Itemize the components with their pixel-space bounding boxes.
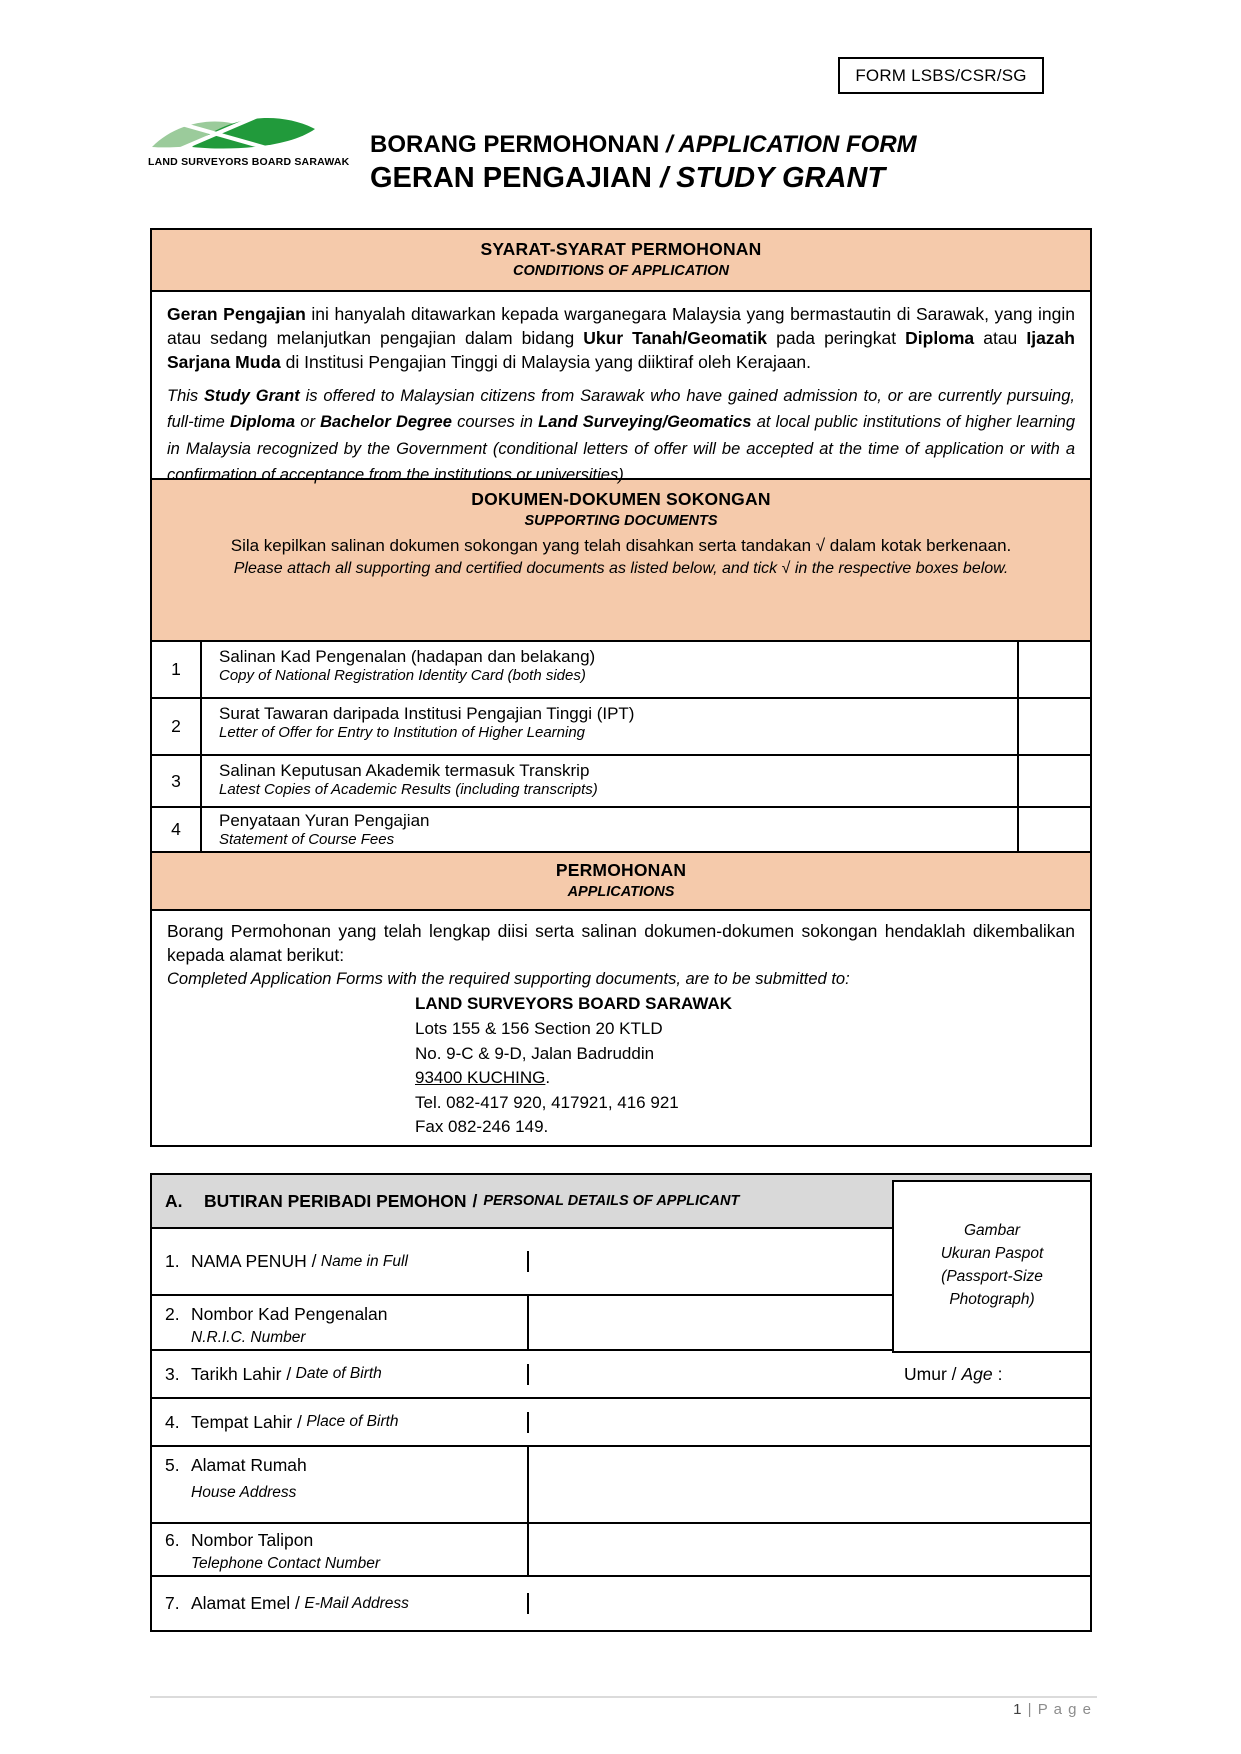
footer-divider — [150, 1696, 1097, 1698]
applications-paragraph-malay: Borang Permohonan yang telah lengkap diisi serta salinan dokumen-dokumen sokongan hendaklah dikembalikan kepada alamat berikut: — [167, 921, 1075, 965]
document-title-english-2: Letter of Offer for Entry to Institution of Higher Learning — [219, 724, 586, 742]
form-title-line1: BORANG PERMOHONAN / APPLICATION FORM — [370, 131, 917, 158]
documents-instruction-malay: Sila kepilkan salinan dokumen sokongan yang telah disahkan serta tandakan √ dalam kotak berkenaan. — [230, 536, 1012, 555]
document-text-4 — [202, 808, 1017, 851]
tick-checkbox-4[interactable] — [1017, 808, 1090, 851]
date-of-birth-label: 3. Tarikh Lahir / Date of Birth — [152, 1364, 529, 1385]
document-row-2 — [152, 697, 1090, 754]
form-title — [370, 131, 917, 195]
applications-header — [152, 851, 1090, 909]
field-row-telephone — [152, 1524, 1090, 1577]
section-a-title-malay: BUTIRAN PERIBADI PEMOHON — [204, 1190, 467, 1211]
section-a-letter: A. — [165, 1190, 183, 1211]
telephone-input-cell[interactable] — [529, 1524, 1090, 1575]
address-line-1: Lots 155 & 156 Section 20 KTLD — [415, 1018, 663, 1038]
nric-label: 2. Nombor Kad Pengenalan N.R.I.C. Number — [152, 1296, 529, 1349]
document-text-3 — [202, 756, 1017, 806]
house-address-input-cell[interactable] — [529, 1447, 1090, 1522]
address-city: 93400 KUCHING. — [415, 1068, 551, 1088]
age-label-english: Age — [961, 1363, 993, 1384]
document-title-malay-3: Salinan Keputusan Akademik termasuk Transkrip — [219, 761, 590, 780]
photo-box-line-1: Gambar — [964, 1222, 1020, 1239]
form-code-box — [838, 57, 1044, 94]
age-cell[interactable] — [893, 1364, 1090, 1385]
document-row-4 — [152, 806, 1090, 851]
documents-header-malay: DOKUMEN-DOKUMEN SOKONGAN — [471, 489, 771, 509]
telephone-label: 6. Nombor Talipon Telephone Contact Number — [152, 1524, 529, 1575]
house-address-label: 5. Alamat Rumah House Address — [152, 1447, 529, 1522]
document-title-malay-1: Salinan Kad Pengenalan (hadapan dan belakang) — [219, 647, 596, 666]
document-row-1 — [152, 640, 1090, 697]
document-title-malay-4: Penyataan Yuran Pengajian — [219, 811, 430, 830]
age-label-malay: Umur / — [904, 1363, 957, 1384]
age-label-colon: : — [997, 1363, 1003, 1384]
conditions-paragraph-malay: Geran Pengajian ini hanyalah ditawarkan kepada warganegara Malaysia yang bermastautin di Sarawak, yang ingin atau sedang melanjutkan pengajian dalam bidang Ukur Tanah/Geomatik pada peringkat Diploma atau Ijazah Sarjana Muda di Institusi Pengajian Tinggi di Malaysia yang diiktiraf oleh Kerajaan. — [167, 304, 1075, 373]
address-telephone: Tel. 082-417 920, 417921, 416 921 — [415, 1092, 679, 1112]
documents-header — [152, 478, 1090, 640]
conditions-body — [152, 290, 1090, 484]
document-text-2 — [202, 699, 1017, 754]
document-number-4: 4 — [152, 808, 202, 851]
conditions-header — [152, 230, 1090, 290]
form-title-line2: GERAN PENGAJIAN / STUDY GRANT — [370, 162, 886, 194]
document-title-english-1: Copy of National Registration Identity Card (both sides) — [219, 667, 586, 685]
document-number-3: 3 — [152, 756, 202, 806]
lsbs-logo — [148, 110, 350, 168]
documents-header-english: SUPPORTING DOCUMENTS — [524, 513, 718, 529]
full-name-label: 1. NAMA PENUH / Name in Full — [152, 1251, 529, 1272]
lsbs-logo-caption: LAND SURVEYORS BOARD SARAWAK — [148, 156, 350, 168]
document-number-2: 2 — [152, 699, 202, 754]
document-title-malay-2: Surat Tawaran daripada Institusi Pengajian Tinggi (IPT) — [219, 704, 635, 723]
passport-photo-box — [892, 1180, 1092, 1353]
applications-header-malay: PERMOHONAN — [555, 860, 687, 880]
page-number: 1 | P a g e — [1013, 1701, 1092, 1718]
place-of-birth-label: 4. Tempat Lahir / Place of Birth — [152, 1412, 529, 1433]
document-title-english-3: Latest Copies of Academic Results (including transcripts) — [219, 781, 598, 799]
applications-body — [152, 909, 1090, 1145]
email-label: 7. Alamat Emel / E-Mail Address — [152, 1593, 529, 1614]
conditions-header-english: CONDITIONS OF APPLICATION — [513, 263, 729, 279]
document-row-3 — [152, 754, 1090, 806]
photo-box-line-3: (Passport-Size — [941, 1268, 1043, 1285]
field-row-place-of-birth — [152, 1399, 1090, 1447]
field-row-date-of-birth — [152, 1351, 1090, 1399]
conditions-header-malay: SYARAT-SYARAT PERMOHONAN — [480, 239, 762, 259]
tick-checkbox-1[interactable] — [1017, 642, 1090, 697]
section-a-separator: / — [472, 1190, 478, 1211]
submission-address — [415, 992, 1075, 1140]
document-text-1 — [202, 642, 1017, 697]
document-title-english-4: Statement of Course Fees — [219, 831, 395, 849]
applications-header-english: APPLICATIONS — [567, 884, 675, 900]
address-org-name: LAND SURVEYORS BOARD SARAWAK — [415, 994, 733, 1014]
field-row-email — [152, 1577, 1090, 1630]
address-fax: Fax 082-246 149. — [415, 1117, 549, 1137]
conditions-paragraph-english: This Study Grant is offered to Malaysian citizens from Sarawak who have gained admission to, or are currently pursuing, full-time Diploma or Bachelor Degree courses in Land Surveying/Geomatics at local public institutions of higher learning in Malaysia recognized by the Government (conditional letters of offer will be accepted at the time of application or with a confirmation of acceptance from the institutions or universities). — [167, 387, 1076, 484]
field-row-house-address — [152, 1447, 1090, 1524]
tick-checkbox-2[interactable] — [1017, 699, 1090, 754]
form-code-text: FORM LSBS/CSR/SG — [855, 65, 1027, 85]
conditions-documents-box — [150, 228, 1092, 1147]
tick-checkbox-3[interactable] — [1017, 756, 1090, 806]
documents-instruction-english: Please attach all supporting and certified documents as listed below, and tick √ in the respective boxes below. — [233, 560, 1009, 577]
applications-paragraph-english: Completed Application Forms with the required supporting documents, are to be submitted to: — [167, 970, 850, 989]
lsbs-logo-icon — [148, 110, 320, 154]
photo-box-line-2: Ukuran Paspot — [940, 1245, 1044, 1262]
section-a-title-english: PERSONAL DETAILS OF APPLICANT — [483, 1193, 740, 1209]
document-number-1: 1 — [152, 642, 202, 697]
photo-box-line-4: Photograph) — [949, 1291, 1035, 1308]
address-line-2: No. 9-C & 9-D, Jalan Badruddin — [415, 1043, 655, 1063]
